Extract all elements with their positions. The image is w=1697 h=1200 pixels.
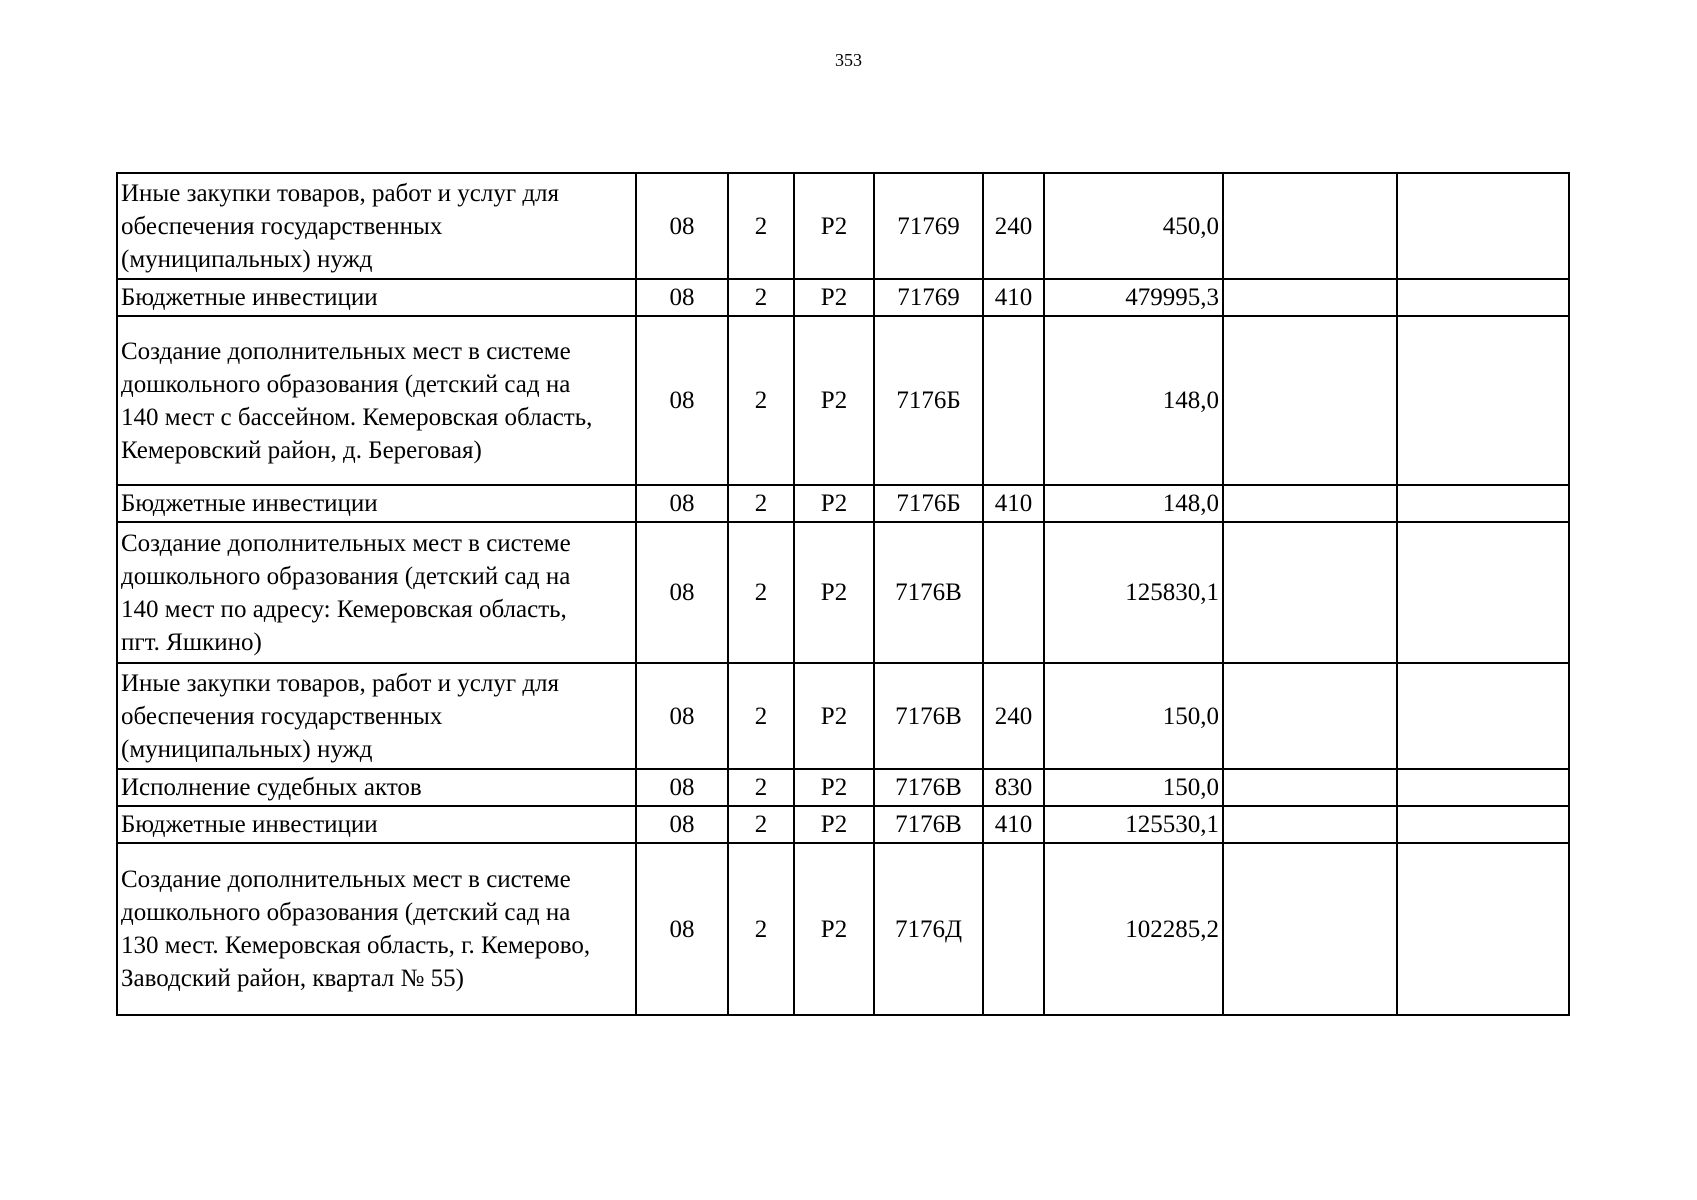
direction-code: 7176Б (874, 316, 983, 485)
section-code: 08 (636, 316, 728, 485)
row-name-line: дошкольного образования (детский сад на (121, 370, 571, 398)
amount: 148,0 (1044, 485, 1223, 522)
subsection-code: 2 (728, 316, 794, 485)
section-code: 08 (636, 485, 728, 522)
table-row (117, 316, 1569, 485)
subsection-code: 2 (728, 279, 794, 316)
direction-code: 7176Б (874, 485, 983, 522)
table-row (117, 485, 1569, 522)
table-row (117, 663, 1569, 769)
empty-cell (1223, 806, 1397, 843)
expense-type-code: 240 (983, 173, 1044, 279)
row-name (117, 485, 636, 522)
empty-cell (1223, 663, 1397, 769)
row-name-line: Создание дополнительных мест в системе (121, 337, 571, 365)
expense-type-code: 830 (983, 769, 1044, 806)
subsection-code: 2 (728, 663, 794, 769)
amount: 150,0 (1044, 769, 1223, 806)
row-name (117, 522, 636, 663)
subsection-code: 2 (728, 173, 794, 279)
row-name-line: Бюджетные инвестиции (121, 490, 378, 517)
subsection-code: 2 (728, 522, 794, 663)
row-name-line: 140 мест с бассейном. Кемеровская область, (121, 403, 593, 431)
direction-code: 7176В (874, 663, 983, 769)
table-row (117, 843, 1569, 1015)
program-code: Р2 (794, 173, 874, 279)
row-name-line: обеспечения государственных (121, 212, 443, 240)
budget-table (116, 172, 1570, 1016)
program-code: Р2 (794, 843, 874, 1015)
program-code: Р2 (794, 769, 874, 806)
row-name (117, 843, 636, 1015)
program-code: Р2 (794, 522, 874, 663)
section-code: 08 (636, 806, 728, 843)
expense-type-code: 410 (983, 485, 1044, 522)
row-name (117, 173, 636, 279)
row-name-line: 130 мест. Кемеровская область, г. Кемерово, (121, 932, 591, 959)
empty-cell (1397, 485, 1569, 522)
row-name-line: дошкольного образования (детский сад на (121, 899, 571, 926)
row-name-line: Кемеровский район, д. Береговая) (121, 436, 482, 464)
section-code: 08 (636, 663, 728, 769)
page-number: 353 (835, 50, 862, 70)
empty-cell (1223, 279, 1397, 316)
expense-type-code (983, 316, 1044, 485)
amount: 125830,1 (1044, 522, 1223, 663)
expense-type-code: 410 (983, 279, 1044, 316)
row-name-line: (муниципальных) нужд (121, 245, 373, 273)
direction-code: 7176В (874, 522, 983, 663)
row-name-line: (муниципальных) нужд (121, 735, 373, 763)
empty-cell (1397, 769, 1569, 806)
amount: 102285,2 (1044, 843, 1223, 1015)
expense-type-code: 240 (983, 663, 1044, 769)
program-code: Р2 (794, 279, 874, 316)
empty-cell (1223, 173, 1397, 279)
row-name (117, 663, 636, 769)
row-name-line: пгт. Яшкино) (121, 628, 262, 656)
program-code: Р2 (794, 316, 874, 485)
direction-code: 71769 (874, 279, 983, 316)
row-name-line: обеспечения государственных (121, 702, 443, 730)
row-name-line: Заводский район, квартал № 55) (121, 965, 464, 992)
direction-code: 7176В (874, 806, 983, 843)
direction-code: 7176В (874, 769, 983, 806)
table-row (117, 279, 1569, 316)
row-name-line: Иные закупки товаров, работ и услуг для (121, 669, 560, 697)
empty-cell (1223, 843, 1397, 1015)
subsection-code: 2 (728, 485, 794, 522)
row-name (117, 769, 636, 806)
empty-cell (1397, 522, 1569, 663)
program-code: Р2 (794, 485, 874, 522)
subsection-code: 2 (728, 843, 794, 1015)
empty-cell (1397, 316, 1569, 485)
section-code: 08 (636, 173, 728, 279)
amount: 148,0 (1044, 316, 1223, 485)
row-name-line: Бюджетные инвестиции (121, 811, 378, 838)
empty-cell (1397, 806, 1569, 843)
empty-cell (1397, 173, 1569, 279)
expense-type-code (983, 522, 1044, 663)
subsection-code: 2 (728, 806, 794, 843)
section-code: 08 (636, 522, 728, 663)
amount: 479995,3 (1044, 279, 1223, 316)
row-name-line: Исполнение судебных актов (121, 774, 422, 801)
row-name-line: Создание дополнительных мест в системе (121, 866, 571, 893)
amount: 125530,1 (1044, 806, 1223, 843)
row-name (117, 316, 636, 485)
row-name-line: 140 мест по адресу: Кемеровская область, (121, 595, 567, 623)
empty-cell (1397, 279, 1569, 316)
row-name (117, 279, 636, 316)
amount: 150,0 (1044, 663, 1223, 769)
direction-code: 71769 (874, 173, 983, 279)
empty-cell (1223, 522, 1397, 663)
section-code: 08 (636, 769, 728, 806)
subsection-code: 2 (728, 769, 794, 806)
program-code: Р2 (794, 663, 874, 769)
direction-code: 7176Д (874, 843, 983, 1015)
section-code: 08 (636, 279, 728, 316)
empty-cell (1397, 663, 1569, 769)
empty-cell (1223, 316, 1397, 485)
row-name-line: дошкольного образования (детский сад на (121, 562, 571, 590)
empty-cell (1397, 843, 1569, 1015)
row-name (117, 806, 636, 843)
expense-type-code: 410 (983, 806, 1044, 843)
row-name-line: Бюджетные инвестиции (121, 284, 378, 311)
row-name-line: Создание дополнительных мест в системе (121, 529, 571, 557)
empty-cell (1223, 769, 1397, 806)
row-name-line: Иные закупки товаров, работ и услуг для (121, 179, 560, 207)
expense-type-code (983, 843, 1044, 1015)
section-code: 08 (636, 843, 728, 1015)
table-row (117, 173, 1569, 279)
table-row (117, 806, 1569, 843)
amount: 450,0 (1044, 173, 1223, 279)
program-code: Р2 (794, 806, 874, 843)
table-row (117, 769, 1569, 806)
empty-cell (1223, 485, 1397, 522)
table-row (117, 522, 1569, 663)
